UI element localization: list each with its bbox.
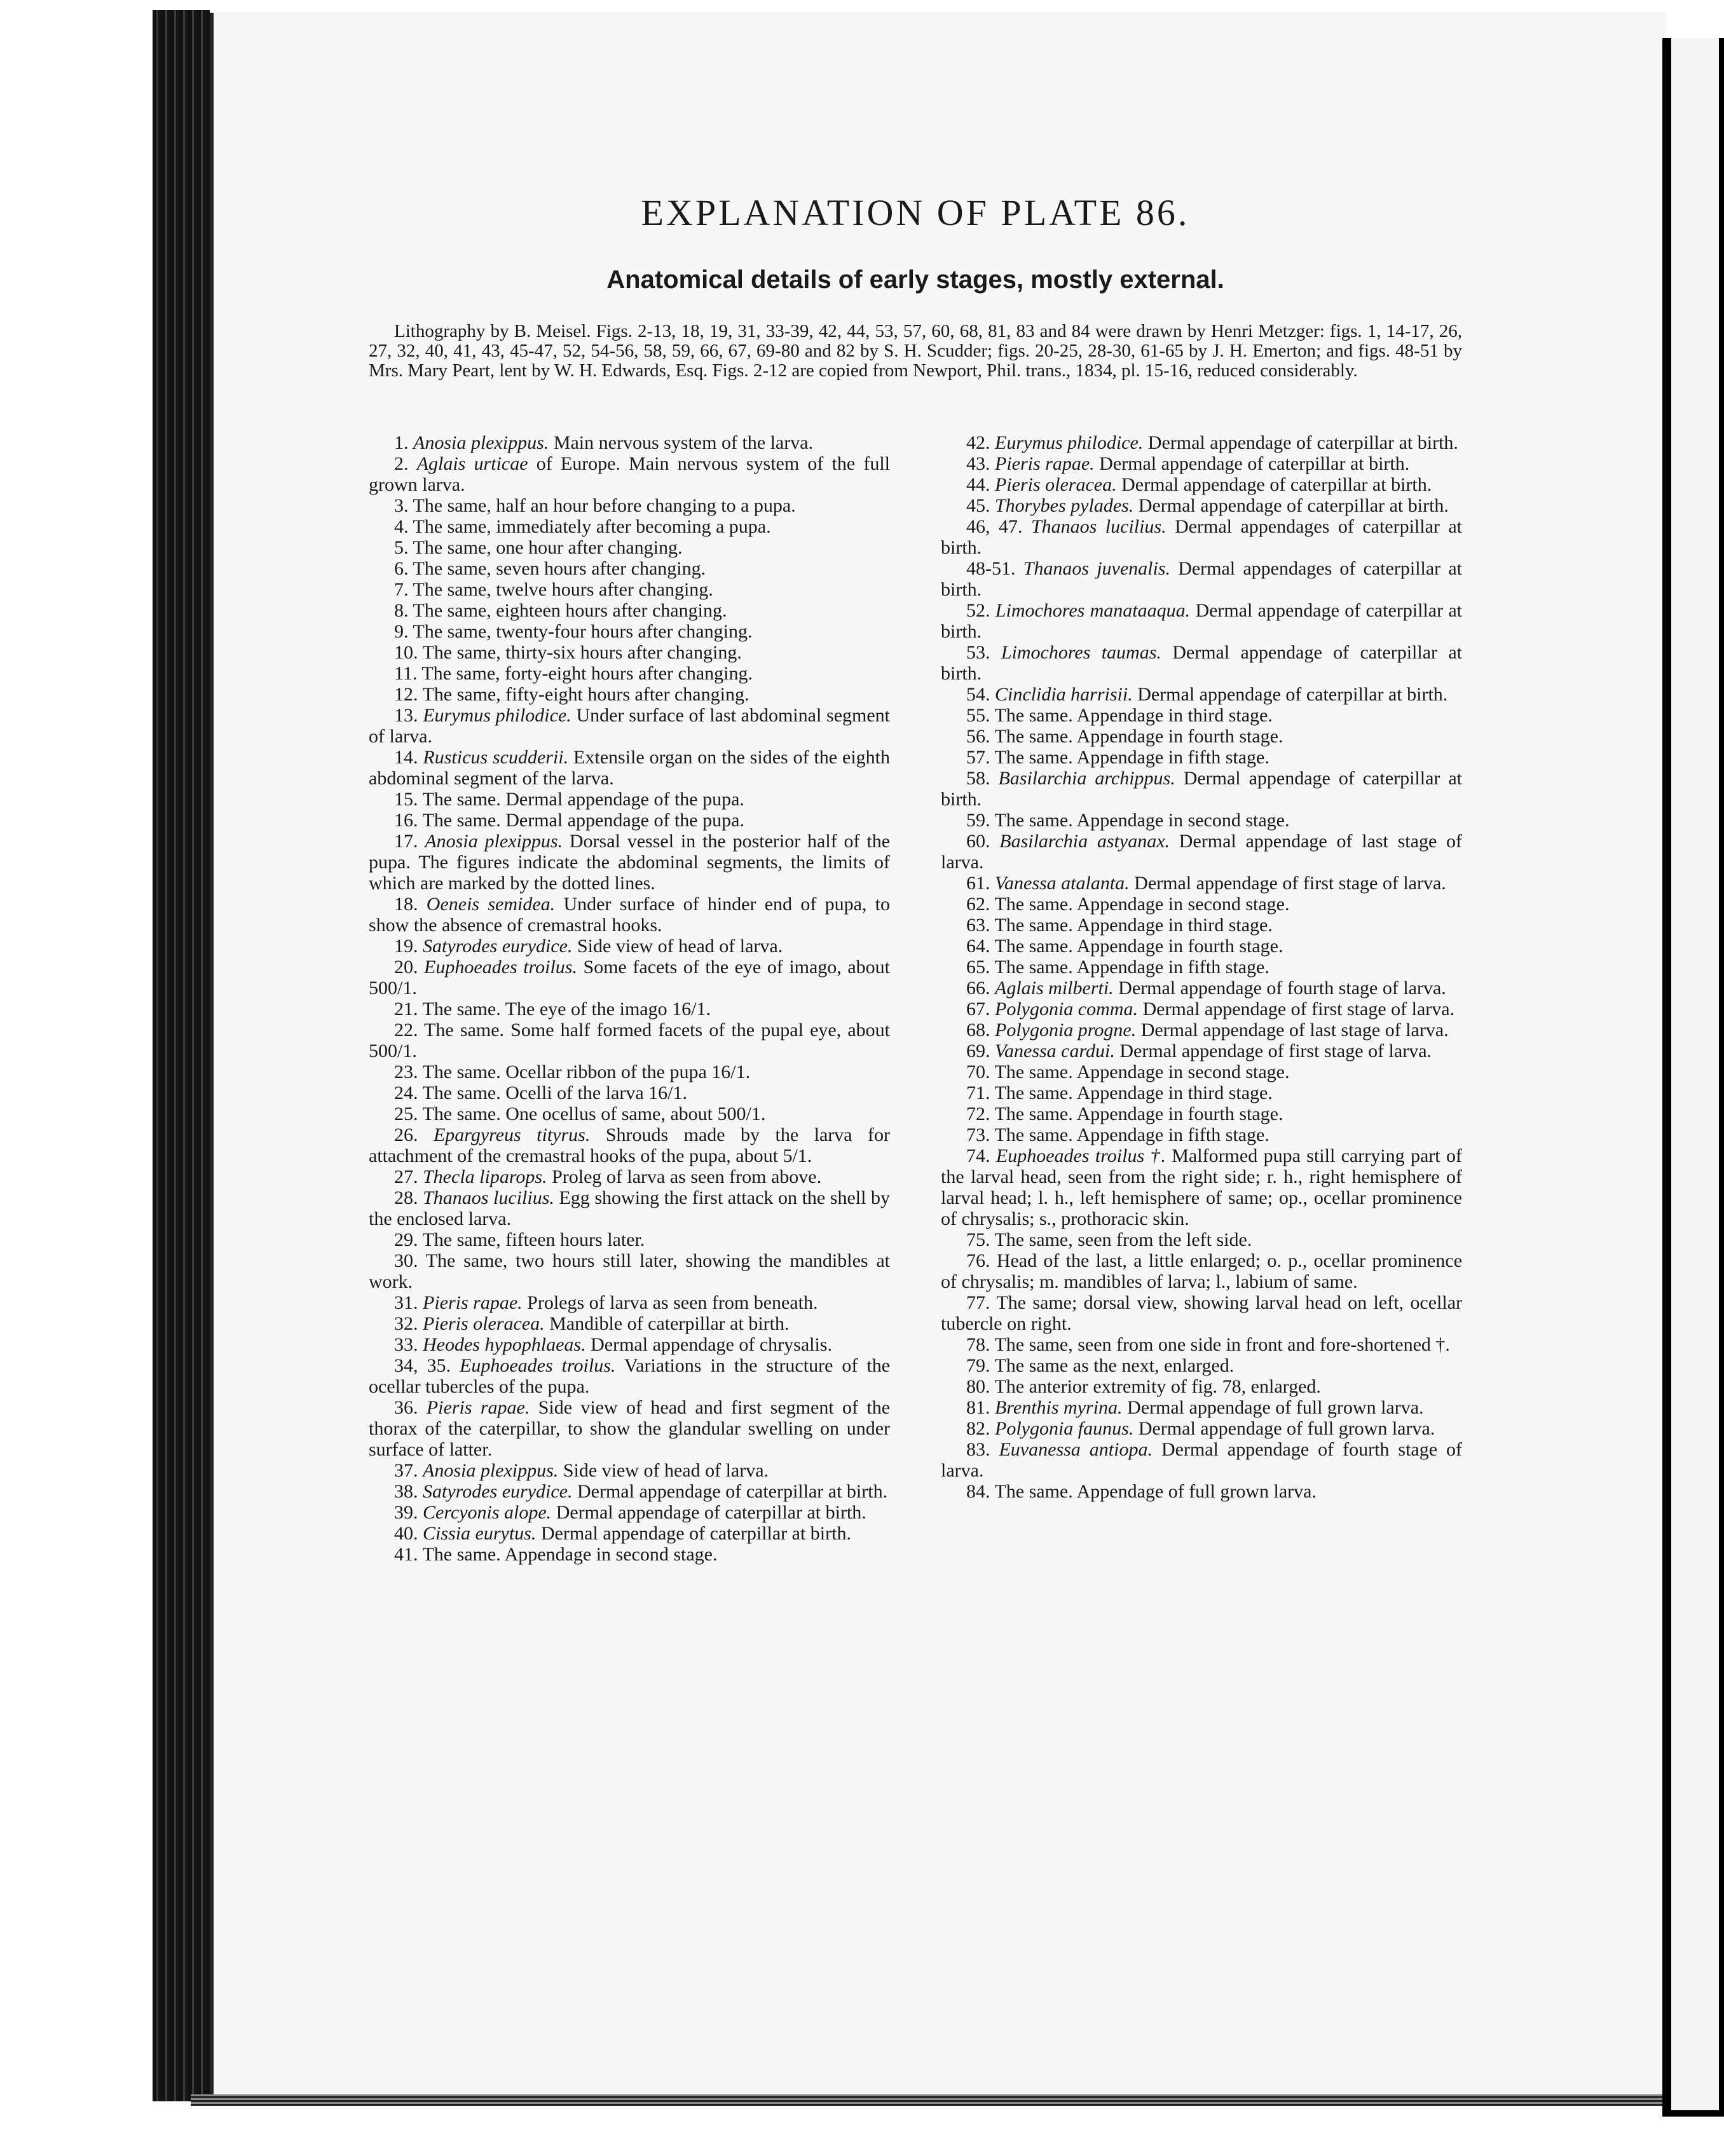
figure-number: 48-51. <box>966 558 1016 579</box>
figure-number: 23. <box>394 1061 418 1082</box>
figure-number: 16. <box>394 810 418 831</box>
figure-entry <box>941 1229 1462 1250</box>
entry-columns <box>369 432 1462 1565</box>
figure-description: The same, half an hour before changing to a pupa. <box>413 495 796 516</box>
species-name: Euphoeades troilus. <box>460 1355 616 1376</box>
figure-number: 20. <box>394 957 418 978</box>
figure-description: The same. Some half formed facets of the pupal eye, about 500/1. <box>369 1020 890 1061</box>
credits-paragraph: Lithography by B. Meisel. Figs. 2-13, 18, 19, 31, 33-39, 42, 44, 53, 57, 60, 68, 81, 83 and 84 were drawn by Henri Metzger: figs. 1, 14-17, 26, 27, 32, 40, 41, 43, 45-47, 52, 54-56, 58, 59, 66, 67, 69-80 and 82 by S. H. Scudder; figs. 20-25, 28-30, 61-65 by J. H. Emerton; and figs. 48-51 by Mrs. Mary Peart, lent by W. H. Edwards, Esq. Figs. 2-12 are copied from Newport, Phil. trans., 1834, pl. 15-16, reduced considerably. <box>369 321 1462 381</box>
species-name: Pieris rapae. <box>426 1397 530 1418</box>
figure-number: 75. <box>966 1229 990 1250</box>
figure-description: The same, seven hours after changing. <box>413 558 706 579</box>
figure-entry <box>369 600 890 621</box>
figure-description: Dermal appendage of caterpillar at birth. <box>1099 453 1410 474</box>
figure-entry <box>941 831 1462 873</box>
figure-entry <box>941 873 1462 894</box>
figure-number: 76. <box>966 1250 990 1271</box>
figure-entry <box>941 1355 1462 1376</box>
figure-description: Main nervous system of the larva. <box>553 432 814 453</box>
figure-entry <box>941 558 1462 600</box>
figure-entry <box>941 1334 1462 1355</box>
figure-description: The same. The eye of the imago 16/1. <box>422 999 711 1020</box>
figure-description: Mandible of caterpillar at birth. <box>549 1313 790 1334</box>
figure-entry <box>941 516 1462 558</box>
species-name: Aglais urticae <box>416 453 528 474</box>
figure-number: 70. <box>966 1061 990 1082</box>
species-name: Anosia plexippus. <box>423 1460 559 1481</box>
figure-entry <box>941 1481 1462 1502</box>
figure-description: Dermal appendage of caterpillar at birth. <box>941 642 1463 684</box>
figure-number: 40. <box>394 1523 418 1544</box>
species-name: Thecla liparops. <box>423 1166 547 1187</box>
figure-number: 46, 47. <box>966 516 1023 537</box>
figure-number: 34, 35. <box>394 1355 451 1376</box>
species-name: Rusticus scudderii. <box>423 747 569 768</box>
figure-entry <box>941 1397 1462 1418</box>
figure-description: Variations in the structure of the ocellar tubercles of the pupa. <box>369 1355 891 1397</box>
figure-description: Dermal appendage of caterpillar at birth. <box>941 768 1462 810</box>
species-name: Anosia plexippus. <box>425 831 563 852</box>
figure-entry <box>369 453 890 495</box>
figure-number: 15. <box>394 789 418 810</box>
species-name: Epargyreus tityrus. <box>433 1124 591 1145</box>
figure-number: 28. <box>394 1187 418 1208</box>
figure-entry <box>369 831 890 894</box>
figure-number: 79. <box>966 1355 990 1376</box>
figure-description: Dermal appendage of caterpillar at birth. <box>941 600 1463 642</box>
figure-number: 58. <box>966 768 990 789</box>
plate-explanation <box>369 191 1463 1565</box>
figure-number: 84. <box>966 1481 990 1502</box>
figure-entry <box>941 1040 1462 1061</box>
figure-number: 17. <box>394 831 418 852</box>
figure-entry <box>369 1061 890 1082</box>
figure-entry <box>369 957 890 999</box>
figure-number: 13. <box>394 705 418 726</box>
figure-description: The same. Appendage in third stage. <box>994 705 1273 726</box>
species-name: Thanaos lucilius. <box>423 1187 554 1208</box>
figure-number: 78. <box>966 1334 990 1355</box>
figure-entry <box>941 432 1462 453</box>
figure-description: Dermal appendage of full grown larva. <box>1127 1397 1424 1418</box>
figure-number: 45. <box>966 495 990 516</box>
species-name: Euphoeades troilus †. <box>995 1145 1166 1166</box>
figure-number: 10. <box>394 642 418 663</box>
figure-description: Extensile organ on the sides of the eighth abdominal segment of the larva. <box>369 747 891 789</box>
figure-number: 31. <box>394 1292 418 1313</box>
figure-entry <box>941 1124 1462 1145</box>
figure-number: 36. <box>394 1397 418 1418</box>
figure-entry <box>941 1020 1462 1040</box>
figure-description: Dermal appendage of fourth stage of larva. <box>1118 978 1446 999</box>
species-name: Cercyonis alope. <box>423 1502 552 1523</box>
figure-number: 63. <box>966 915 990 936</box>
figure-entry <box>941 978 1462 999</box>
figure-entry <box>941 957 1462 978</box>
figure-number: 83. <box>966 1439 990 1460</box>
figure-entry <box>369 1250 890 1292</box>
figure-entry <box>941 495 1462 516</box>
figure-number: 9. <box>394 621 409 642</box>
figure-description: The same, twenty-four hours after changing. <box>413 621 753 642</box>
figure-description: The same, fifteen hours later. <box>422 1229 645 1250</box>
species-name: Eurymus philodice. <box>995 432 1144 453</box>
figure-entry <box>941 642 1462 684</box>
figure-description: Side view of head of larva. <box>563 1460 769 1481</box>
figure-entry <box>369 516 890 537</box>
figure-number: 81. <box>966 1397 990 1418</box>
figure-entry <box>941 684 1462 705</box>
figure-entry <box>941 1439 1462 1481</box>
figure-number: 69. <box>966 1040 990 1061</box>
species-name: Basilarchia astyanax. <box>999 831 1170 852</box>
figure-description: The anterior extremity of fig. 78, enlarged. <box>994 1376 1321 1397</box>
figure-description: The same. Appendage in fifth stage. <box>994 957 1269 978</box>
figure-number: 14. <box>394 747 418 768</box>
species-name: Thanaos lucilius. <box>1030 516 1166 537</box>
figure-number: 59. <box>966 810 990 831</box>
figure-entry <box>941 1082 1462 1103</box>
figure-number: 12. <box>394 684 418 705</box>
species-name: Polygonia faunus. <box>995 1418 1134 1439</box>
figure-number: 6. <box>394 558 409 579</box>
figure-description: The same, seen from one side in front and fore-shortened †. <box>994 1334 1450 1355</box>
figure-description: The same, thirty-six hours after changing. <box>422 642 742 663</box>
figure-number: 52. <box>966 600 990 621</box>
species-name: Satyrodes eurydice. <box>423 1481 573 1502</box>
figure-description: The same. Appendage of full grown larva. <box>994 1481 1317 1502</box>
figure-entry <box>369 1124 890 1166</box>
figure-description: Dermal appendage of caterpillar at birth. <box>1121 474 1432 495</box>
figure-description: Dermal appendage of first stage of larva. <box>1134 873 1446 894</box>
figure-number: 25. <box>394 1103 418 1124</box>
figure-entry <box>369 1544 890 1565</box>
species-name: Aglais milberti. <box>995 978 1114 999</box>
figure-description: The same, fifty-eight hours after changing. <box>422 684 749 705</box>
figure-number: 64. <box>966 936 990 957</box>
figure-entry <box>941 999 1462 1020</box>
figure-entry <box>369 1397 890 1460</box>
figure-description: Dermal appendage of caterpillar at birth. <box>1147 432 1458 453</box>
figure-number: 54. <box>966 684 990 705</box>
figure-entry <box>369 432 890 453</box>
figure-description: Under surface of last abdominal segment of larva. <box>369 705 890 747</box>
figure-number: 22. <box>394 1020 418 1040</box>
figure-description: Dermal appendage of caterpillar at birth. <box>1138 495 1449 516</box>
species-name: Brenthis myrina. <box>995 1397 1123 1418</box>
figure-entry <box>941 1061 1462 1082</box>
figure-description: Dorsal vessel in the posterior half of the pupa. The figures indicate the abdominal segments, the limits of which are marked by the dotted lines. <box>369 831 891 894</box>
species-name: Cinclidia harrisii. <box>995 684 1133 705</box>
species-name: Euvanessa antiopa. <box>999 1439 1153 1460</box>
book-spine <box>153 10 210 2101</box>
figure-description: The same. Appendage in second stage. <box>422 1544 718 1565</box>
figure-description: The same. Dermal appendage of the pupa. <box>422 810 744 831</box>
figure-description: The same. Dermal appendage of the pupa. <box>422 789 744 810</box>
scan-margin <box>0 0 153 2156</box>
figure-description: The same. Ocelli of the larva 16/1. <box>422 1082 687 1103</box>
species-name: Polygonia comma. <box>995 999 1138 1020</box>
figure-entry <box>369 1103 890 1124</box>
figure-number: 44. <box>966 474 990 495</box>
figure-entry <box>369 1020 890 1061</box>
figure-number: 1. <box>394 432 409 453</box>
figure-number: 66. <box>966 978 990 999</box>
species-name: Satyrodes eurydice. <box>423 936 573 957</box>
figure-description: The same. Appendage in fourth stage. <box>994 1103 1283 1124</box>
figure-description: Dermal appendages of caterpillar at birth. <box>941 516 1463 558</box>
figure-number: 74. <box>966 1145 990 1166</box>
figure-number: 3. <box>394 495 409 516</box>
species-name: Pieris rapae. <box>995 453 1095 474</box>
figure-entry <box>369 1523 890 1544</box>
right-column <box>941 432 1462 1565</box>
figure-entry <box>941 1418 1462 1439</box>
species-name: Oeneis semidea. <box>426 894 556 915</box>
figure-entry <box>941 894 1462 915</box>
figure-number: 30. <box>394 1250 418 1271</box>
species-name: Limochores manataaqua. <box>995 600 1191 621</box>
figure-entry <box>369 1292 890 1313</box>
figure-description: Dermal appendage of full grown larva. <box>1138 1418 1435 1439</box>
figure-entry <box>369 1460 890 1481</box>
figure-number: 80. <box>966 1376 990 1397</box>
species-name: Limochores taumas. <box>1001 642 1161 663</box>
figure-number: 2. <box>394 453 409 474</box>
page-subtitle: Anatomical details of early stages, mostly external. <box>606 266 1224 294</box>
figure-entry <box>369 705 890 747</box>
figure-description: The same; dorsal view, showing larval head on left, ocellar tubercle on right. <box>941 1292 1462 1334</box>
figure-description: Some facets of the eye of imago, about 500/1. <box>369 957 891 999</box>
figure-number: 56. <box>966 726 990 747</box>
figure-description: Egg showing the first attack on the shell by the enclosed larva. <box>369 1187 891 1229</box>
figure-entry <box>369 1187 890 1229</box>
figure-number: 18. <box>394 894 418 915</box>
figure-number: 8. <box>394 600 409 621</box>
figure-entry <box>369 1355 890 1397</box>
figure-number: 7. <box>394 579 409 600</box>
figure-description: Side view of head and first segment of the thorax of the caterpillar, to show the glandular swelling on under surface of latter. <box>369 1397 891 1460</box>
figure-number: 37. <box>394 1460 418 1481</box>
figure-entry <box>369 1502 890 1523</box>
figure-description: Dermal appendage of caterpillar at birth. <box>577 1481 888 1502</box>
figure-number: 67. <box>966 999 990 1020</box>
species-name: Basilarchia archippus. <box>998 768 1175 789</box>
figure-number: 26. <box>394 1124 418 1145</box>
figure-entry <box>369 999 890 1020</box>
figure-description: Side view of head of larva. <box>577 936 783 957</box>
facing-page-sliver <box>1669 38 1719 2110</box>
figure-entry <box>369 663 890 684</box>
figure-entry <box>941 810 1462 831</box>
figure-description: Dermal appendage of first stage of larva. <box>1119 1040 1432 1061</box>
figure-entry <box>369 936 890 957</box>
species-name: Eurymus philodice. <box>423 705 571 726</box>
figure-number: 24. <box>394 1082 418 1103</box>
figure-description: The same. Appendage in second stage. <box>994 894 1290 915</box>
figure-description: Head of the last, a little enlarged; o. p., ocellar prominence of chrysalis; m. mandibles of larva; l., labium of same. <box>941 1250 1463 1292</box>
figure-entry <box>941 1250 1462 1292</box>
figure-description: Dermal appendage of caterpillar at birth. <box>556 1502 866 1523</box>
figure-number: 73. <box>966 1124 990 1145</box>
figure-description: The same. One ocellus of same, about 500/1. <box>422 1103 766 1124</box>
figure-description: The same. Appendage in fifth stage. <box>994 1124 1269 1145</box>
figure-entry <box>941 705 1462 726</box>
figure-description: Dermal appendage of last stage of larva. <box>941 831 1463 873</box>
figure-entry <box>369 621 890 642</box>
figure-description: of Europe. Main nervous system of the full grown larva. <box>369 453 891 495</box>
figure-number: 57. <box>966 747 990 768</box>
figure-entry <box>941 1145 1462 1229</box>
species-name: Vanessa atalanta. <box>995 873 1130 894</box>
figure-number: 19. <box>394 936 418 957</box>
figure-entry <box>941 1292 1462 1334</box>
figure-description: Under surface of hinder end of pupa, to show the absence of cremastral hooks. <box>369 894 891 936</box>
species-name: Cissia eurytus. <box>423 1523 537 1544</box>
figure-number: 53. <box>966 642 990 663</box>
figure-entry <box>369 684 890 705</box>
species-name: Polygonia progne. <box>995 1020 1137 1040</box>
species-name: Anosia plexippus. <box>413 432 549 453</box>
figure-description: The same. Ocellar ribbon of the pupa 16/1. <box>422 1061 751 1082</box>
figure-number: 32. <box>394 1313 418 1334</box>
figure-number: 82. <box>966 1418 990 1439</box>
figure-description: The same. Appendage in fifth stage. <box>994 747 1269 768</box>
figure-description: The same. Appendage in fourth stage. <box>994 726 1283 747</box>
figure-description: The same, seen from the left side. <box>994 1229 1252 1250</box>
figure-number: 72. <box>966 1103 990 1124</box>
figure-description: The same. Appendage in second stage. <box>994 1061 1290 1082</box>
figure-entry <box>941 747 1462 768</box>
figure-entry <box>369 1082 890 1103</box>
figure-entry <box>941 600 1462 642</box>
figure-entry <box>941 936 1462 957</box>
figure-entry <box>941 1376 1462 1397</box>
figure-entry <box>369 789 890 810</box>
figure-description: The same as the next, enlarged. <box>994 1355 1235 1376</box>
figure-number: 5. <box>394 537 409 558</box>
figure-number: 42. <box>966 432 990 453</box>
figure-entry <box>369 1334 890 1355</box>
species-name: Thanaos juvenalis. <box>1023 558 1171 579</box>
figure-description: Dermal appendage of last stage of larva. <box>1140 1020 1449 1040</box>
figure-entry <box>941 768 1462 810</box>
figure-description: Dermal appendage of fourth stage of larva. <box>941 1439 1463 1481</box>
figure-entry <box>369 894 890 936</box>
figure-number: 62. <box>966 894 990 915</box>
figure-number: 27. <box>394 1166 418 1187</box>
figure-entry <box>369 1166 890 1187</box>
figure-entry <box>369 495 890 516</box>
figure-description: The same, forty-eight hours after changing. <box>421 663 753 684</box>
figure-description: The same, twelve hours after changing. <box>413 579 713 600</box>
figure-number: 33. <box>394 1334 418 1355</box>
figure-description: Dermal appendage of chrysalis. <box>591 1334 832 1355</box>
figure-entry <box>369 579 890 600</box>
species-name: Euphoeades troilus. <box>424 957 577 978</box>
left-column <box>369 432 890 1565</box>
figure-number: 4. <box>394 516 409 537</box>
figure-number: 71. <box>966 1082 990 1103</box>
figure-description: The same. Appendage in fourth stage. <box>994 936 1283 957</box>
figure-number: 29. <box>394 1229 418 1250</box>
figure-number: 38. <box>394 1481 418 1502</box>
figure-entry <box>369 537 890 558</box>
figure-description: Shrouds made by the larva for attachment of the cremastral hooks of the pupa, about 5/1. <box>369 1124 891 1166</box>
figure-number: 61. <box>966 873 990 894</box>
figure-description: Dermal appendage of caterpillar at birth. <box>540 1523 851 1544</box>
figure-description: Dermal appendage of caterpillar at birth. <box>1137 684 1448 705</box>
figure-description: Dermal appendage of first stage of larva. <box>1142 999 1455 1020</box>
figure-description: The same, immediately after becoming a pupa. <box>413 516 771 537</box>
figure-entry <box>941 915 1462 936</box>
figure-number: 60. <box>966 831 990 852</box>
figure-number: 68. <box>966 1020 990 1040</box>
figure-description: The same, one hour after changing. <box>413 537 683 558</box>
figure-description: The same. Appendage in third stage. <box>994 915 1273 936</box>
figure-entry <box>369 1229 890 1250</box>
figure-description: The same, two hours still later, showing the mandibles at work. <box>369 1250 890 1292</box>
species-name: Vanessa cardui. <box>995 1040 1115 1061</box>
species-name: Pieris rapae. <box>423 1292 523 1313</box>
figure-description: The same, eighteen hours after changing. <box>413 600 727 621</box>
figure-entry <box>941 474 1462 495</box>
figure-number: 21. <box>394 999 418 1020</box>
figure-entry <box>369 642 890 663</box>
figure-entry <box>941 453 1462 474</box>
figure-description: Dermal appendages of caterpillar at birth. <box>941 558 1462 600</box>
figure-entry <box>941 1103 1462 1124</box>
figure-entry <box>941 726 1462 747</box>
figure-number: 55. <box>966 705 990 726</box>
species-name: Pieris oleracea. <box>995 474 1117 495</box>
figure-number: 11. <box>394 663 418 684</box>
figure-entry <box>369 1313 890 1334</box>
figure-description: Proleg of larva as seen from above. <box>552 1166 822 1187</box>
figure-entry <box>369 558 890 579</box>
page-title: EXPLANATION OF PLATE 86. <box>641 192 1190 233</box>
species-name: Thorybes pylades. <box>995 495 1134 516</box>
figure-entry <box>369 1481 890 1502</box>
figure-entry <box>369 810 890 831</box>
figure-description: Prolegs of larva as seen from beneath. <box>527 1292 818 1313</box>
figure-number: 41. <box>394 1544 418 1565</box>
figure-number: 39. <box>394 1502 418 1523</box>
figure-description: The same. Appendage in third stage. <box>994 1082 1273 1103</box>
figure-number: 77. <box>966 1292 990 1313</box>
species-name: Heodes hypophlaeas. <box>423 1334 586 1355</box>
species-name: Pieris oleracea. <box>423 1313 545 1334</box>
figure-description: The same. Appendage in second stage. <box>994 810 1290 831</box>
figure-number: 65. <box>966 957 990 978</box>
figure-entry <box>369 747 890 789</box>
figure-description: Malformed pupa still carrying part of the larval head, seen from the right side; r. h., right hemisphere of larval head; l. h., left hemisphere of same; op., ocellar prominence of chrysalis; s., prothoracic skin. <box>941 1145 1462 1229</box>
figure-number: 43. <box>966 453 990 474</box>
page-bottom-edge <box>191 2094 1672 2106</box>
